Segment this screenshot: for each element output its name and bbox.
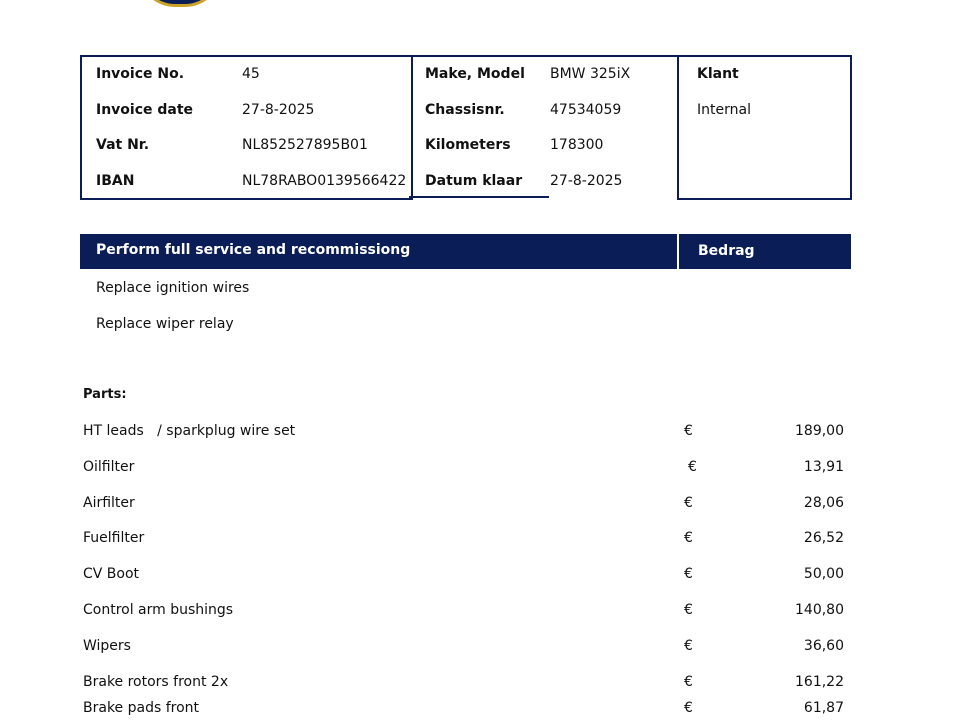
client-label: Klant [697,66,739,82]
part-amount: 26,52 [803,530,844,546]
chassis-label: Chassisnr. [425,102,505,118]
part-amount: 50,00 [803,566,844,582]
currency-symbol: € [684,495,693,511]
currency-symbol: € [684,423,693,439]
kilometers-value: 178300 [550,137,604,153]
invoice-header-table [80,55,851,198]
currency-symbol: € [684,638,693,654]
part-row [0,495,960,515]
part-row [0,530,960,550]
part-name: CV Boot [83,566,140,582]
part-amount: 36,60 [803,638,844,654]
currency-symbol: € [684,566,693,582]
make-model-value: BMW 325iX [550,66,631,82]
currency-symbol: € [684,602,693,618]
part-name: Wipers [83,638,131,654]
company-logo [138,0,222,7]
parts-title: Parts: [83,387,127,402]
iban-value: NL78RABO0139566422 [242,173,407,189]
ready-date-value: 27-8-2025 [550,173,623,189]
part-row [0,638,960,658]
chassis-value: 47534059 [550,102,622,118]
part-amount: 161,22 [795,674,844,690]
iban-label: IBAN [96,173,135,189]
invoice-date-label: Invoice date [96,102,194,118]
part-amount: 61,87 [803,700,844,716]
currency-symbol: € [684,674,693,690]
vat-label: Vat Nr. [96,137,150,153]
make-model-label: Make, Model [425,66,525,82]
part-row [0,459,960,479]
part-name: Oilfilter [83,459,135,475]
currency-symbol: € [684,700,693,716]
amount-header: Bedrag [698,243,755,259]
service-task: Replace ignition wires [96,280,250,296]
part-row [0,423,960,443]
part-row [0,566,960,586]
invoice-no-value: 45 [242,66,260,82]
currency-symbol: € [688,459,697,475]
client-value: Internal [697,102,751,118]
invoice-no-label: Invoice No. [96,66,185,82]
band-divider [677,234,679,269]
part-name: Control arm bushings [83,602,234,618]
part-amount: 13,91 [803,459,844,475]
part-amount: 28,06 [803,495,844,511]
service-header-band [80,234,851,269]
part-name: HT leads / sparkplug wire set [83,423,296,439]
part-row [0,674,960,694]
part-row [0,602,960,622]
part-name: Fuelfilter [83,530,145,546]
part-name: Brake rotors front 2x [83,674,229,690]
part-row [0,700,960,720]
invoice-date-value: 27-8-2025 [242,102,315,118]
service-title: Perform full service and recommissiong [96,242,411,258]
part-name: Airfilter [83,495,135,511]
service-task: Replace wiper relay [96,316,234,332]
currency-symbol: € [684,530,693,546]
part-name: Brake pads front [83,700,200,716]
kilometers-label: Kilometers [425,137,511,153]
vat-value: NL852527895B01 [242,137,368,153]
ready-date-label: Datum klaar [425,173,523,189]
vehicle-info-top-border [549,55,677,57]
part-amount: 189,00 [795,423,844,439]
part-amount: 140,80 [795,602,844,618]
